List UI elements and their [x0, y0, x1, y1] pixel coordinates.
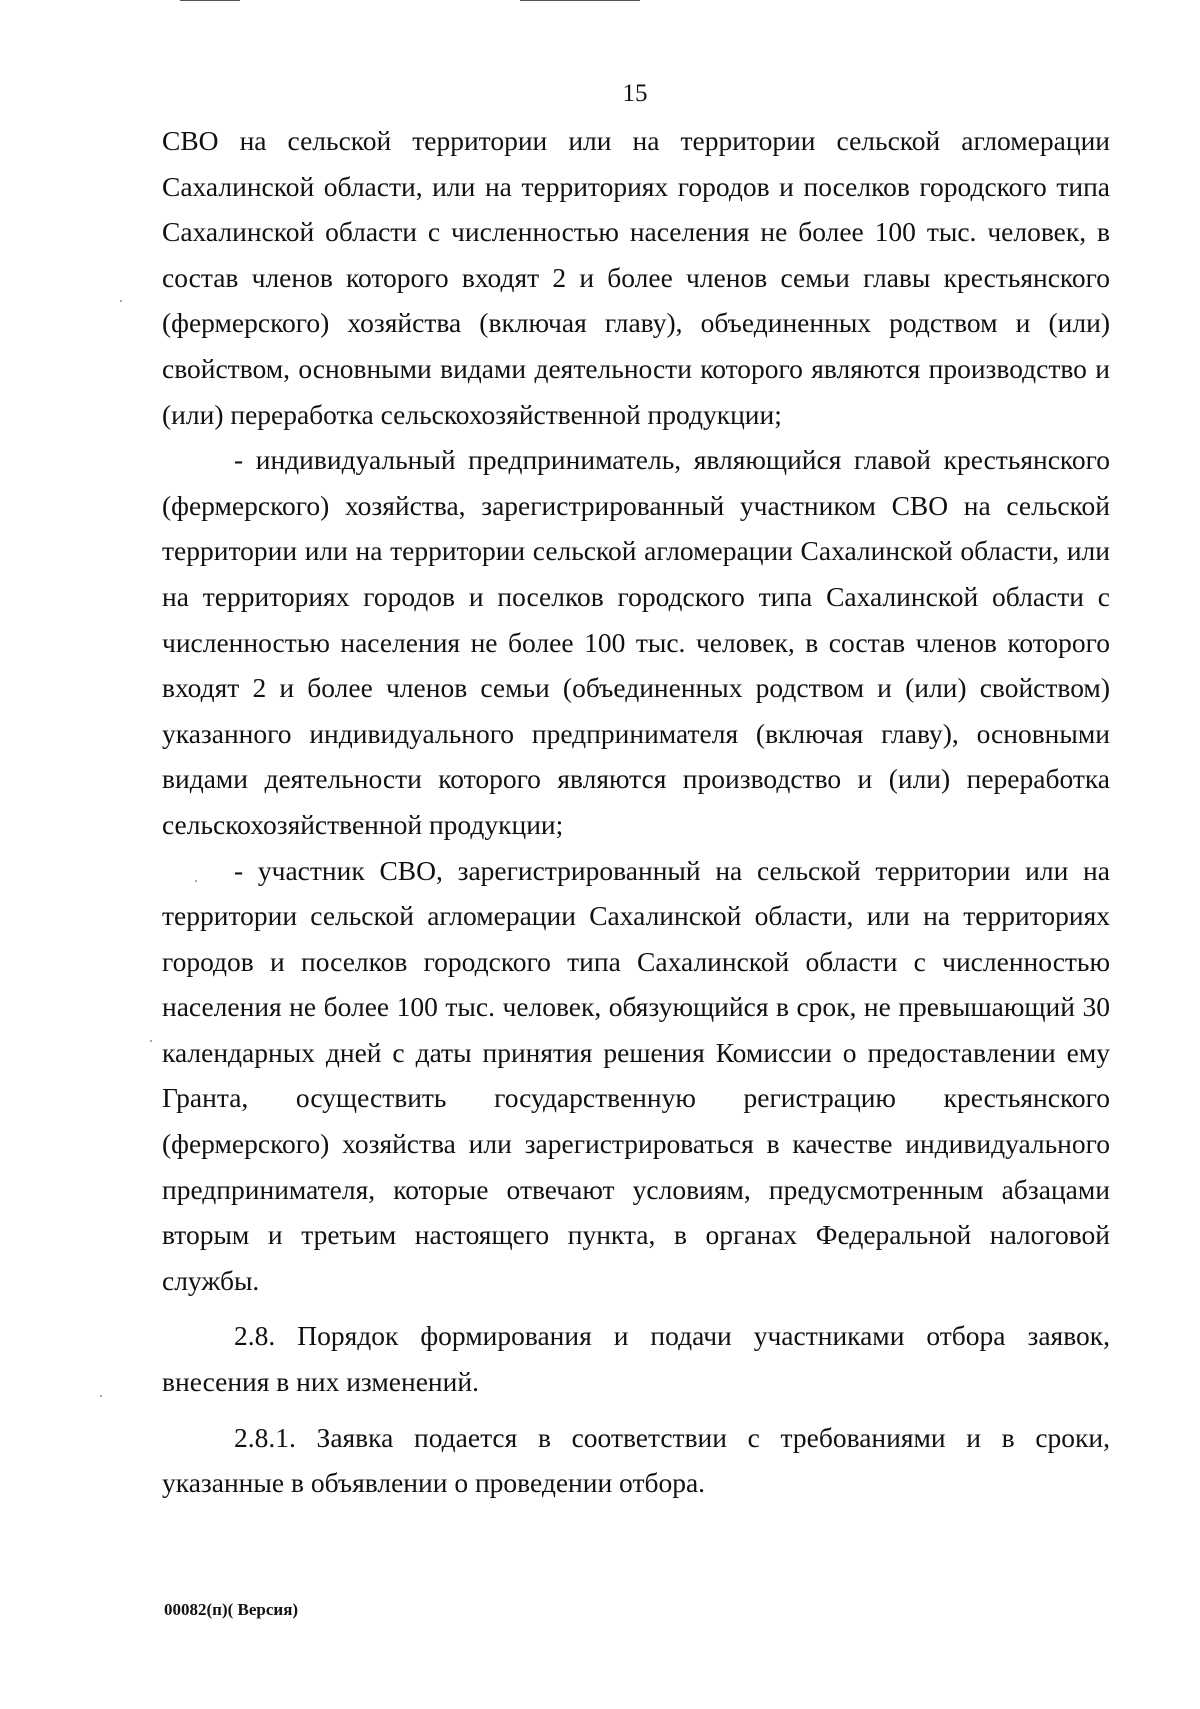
scan-speck [150, 1040, 152, 1042]
page-number: 15 [622, 80, 648, 107]
scan-edge-line [180, 0, 240, 1]
scan-speck [195, 880, 197, 882]
paragraph-entrepreneur: - индивидуальный предприниматель, являющийся главой крестьянского (фермерского) хозяйства, зарегистрированный участником СВО на сельской территории или на территории сельской агломерации Сахалинской области, или на территориях городов и поселков городского типа Сахалинской области с численностью населения не более 100 тыс. человек, в состав членов которого входят 2 и более членов семьи (объединенных родством и (или) свойством) указанного индивидуального предпринимателя (включая главу), основными видами деятельности которого являются производство и (или) переработка сельскохозяйственной продукции; [162, 444, 1110, 840]
document-footer-code: 00082(п)( Версия) [164, 1600, 299, 1619]
scan-speck [120, 300, 122, 302]
paragraph-section-2-8-1: 2.8.1. Заявка подается в соответствии с требованиями и в сроки, указанные в объявлении о проведении отбора. [162, 1421, 1110, 1499]
paragraph-section-2-8: 2.8. Порядок формирования и подачи участниками отбора заявок, внесения в них изменений. [162, 1320, 1110, 1398]
paragraph-continuation: СВО на сельской территории или на территории сельской агломерации Сахалинской области, или на территориях городов и поселков городского типа Сахалинской области с численностью населения не более 100 тыс. человек, в состав членов которого входят 2 и более членов семьи главы крестьянского (фермерского) хозяйства (включая главу), объединенных родством и (или) свойством, основными видами деятельности которого являются производство и (или) переработка сельскохозяйственной продукции; [162, 125, 1110, 430]
scan-speck [100, 1395, 102, 1397]
document-body [162, 118, 1110, 1506]
scan-edge-line [520, 0, 640, 1]
paragraph-svo-participant: - участник СВО, зарегистрированный на сельской территории или на территории сельской агломерации Сахалинской области, или на территориях городов и поселков городского типа Сахалинской области с численностью населения не более 100 тыс. человек, обязующийся в срок, не превышающий 30 календарных дней с даты принятия решения Комиссии о предоставлении ему Гранта, осуществить государственную регистрацию крестьянского (фермерского) хозяйства или зарегистрироваться в качестве индивидуального предпринимателя, которые отвечают условиям, предусмотренным абзацами вторым и третьим настоящего пункта, в органах Федеральной налоговой службы. [162, 854, 1110, 1296]
